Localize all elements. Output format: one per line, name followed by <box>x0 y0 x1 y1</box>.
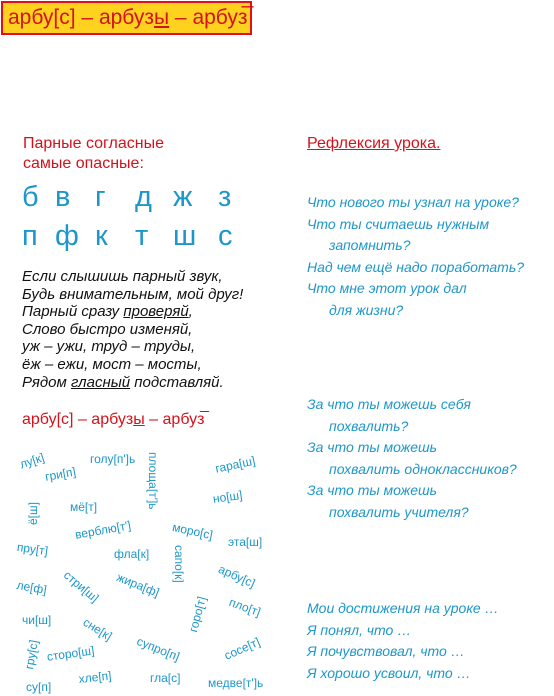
word-item: эта[ш] <box>228 535 263 549</box>
word-item: арбу[с] <box>216 562 258 591</box>
word-item: чи[ш] <box>22 613 52 627</box>
rule-poem <box>22 268 243 391</box>
word-item: хле[п] <box>78 668 113 686</box>
banner-text-1: арбу[с] – арбуз <box>8 6 154 29</box>
word-item: пло[т] <box>227 595 263 620</box>
letter-f: ф <box>55 220 79 252</box>
achievement-line: Я почувствовал, что … <box>307 643 465 659</box>
poem-line: ёж – ежи, мост – мосты, <box>22 355 202 373</box>
word-item: гру[с] <box>22 638 41 671</box>
word-item: площа[т']ь <box>146 452 160 510</box>
letter-b: б <box>22 181 39 213</box>
achievements-block <box>307 598 499 684</box>
word-item: голу[п']ь <box>90 452 136 466</box>
question-line: запомнить? <box>329 237 411 253</box>
reflection-questions-block <box>307 192 524 321</box>
watermelon-formula: арбу[с] – арбузы – арбуз̅ <box>22 411 205 428</box>
poem-line: уж – ужи, труд – труды, <box>22 338 196 356</box>
voiceless-letters-row <box>22 220 233 253</box>
word-item: мё[т] <box>70 500 98 514</box>
word-item: гара[ш] <box>214 453 257 476</box>
poem-line: Слово быстро изменяй, <box>22 320 193 338</box>
question-line: Что нового ты узнал на уроке? <box>307 194 519 210</box>
question-line: похвалить одноклассников? <box>329 460 517 477</box>
achievement-line: Я хорошо усвоил, что … <box>307 664 471 681</box>
poem-line: Парный сразу проверяй, <box>22 303 193 321</box>
letter-sh: ш <box>173 220 197 252</box>
question-line: Что мне этот урок дал <box>307 280 467 296</box>
word-item: сторо[ш] <box>46 643 96 664</box>
question-line: За что ты можешь <box>307 482 438 498</box>
letter-p: п <box>22 220 38 252</box>
word-item: фла[к] <box>114 547 150 561</box>
question-line: Что ты считаешь нужным <box>307 215 490 232</box>
word-item: верблю[т'] <box>74 518 132 542</box>
top-banner <box>1 1 252 35</box>
achievement-line: Я понял, что … <box>307 621 412 638</box>
question-line: для жизни? <box>329 301 404 318</box>
word-item: ле[ф] <box>15 578 48 598</box>
poem-line: Рядом гласный подставляй. <box>22 373 224 391</box>
question-line: похвалить учителя? <box>329 503 469 520</box>
word-item: горо[т] <box>186 594 209 634</box>
poem-line: Если слышишь парный звук, <box>22 268 223 285</box>
word-item: сапо[к] <box>172 545 186 583</box>
question-line: похвалить? <box>329 417 409 434</box>
letter-z: з <box>218 181 232 213</box>
word-item: стри[ш] <box>61 568 102 606</box>
word-item: но[ш] <box>212 487 244 506</box>
letter-zh: ж <box>173 181 193 213</box>
word-item: сне[к] <box>80 615 115 644</box>
letter-k: к <box>95 220 108 252</box>
word-item: су[п] <box>26 680 52 694</box>
letter-g: г <box>95 181 106 213</box>
reflection-title: Рефлексия урока. <box>307 135 441 152</box>
word-item: медве[т']ь <box>208 676 264 690</box>
letter-t: т <box>135 220 149 252</box>
letter-d: д <box>135 181 152 213</box>
word-item: пру[т] <box>16 540 49 559</box>
heading-line-1: Парные согласные <box>23 135 165 152</box>
praise-questions-block <box>307 394 517 523</box>
voiced-letters-row <box>22 181 231 214</box>
question-line: За что ты можешь себя <box>307 396 471 412</box>
question-line: Над чем ещё надо поработать? <box>307 258 524 275</box>
word-item: сосе[т] <box>222 634 263 663</box>
banner-text-3: – арбу <box>169 6 238 29</box>
word-item: лу[к] <box>18 450 47 472</box>
word-item: моро[с] <box>171 520 215 543</box>
heading-line-2: самые опасные: <box>23 155 144 172</box>
underlined-word-check: проверяй <box>123 303 189 321</box>
poem-line: Будь внимательным, мой друг! <box>22 285 244 303</box>
achievement-line: Мои достижения на уроке … <box>307 600 499 616</box>
paired-consonants-heading <box>23 134 164 174</box>
banner-text-2: ы <box>154 6 170 29</box>
word-item: жира[ф] <box>114 570 162 600</box>
question-line: За что ты можешь <box>307 439 438 455</box>
letter-s: с <box>218 220 233 252</box>
word-item: супро[п] <box>134 634 182 664</box>
letter-v: в <box>55 181 71 213</box>
word-item: ё[ш] <box>26 502 40 525</box>
banner-text-4: з <box>237 6 248 29</box>
underlined-word-vowel: гласный <box>70 373 131 391</box>
word-item: гла[с] <box>150 671 181 685</box>
word-item: гри[п] <box>44 464 77 484</box>
